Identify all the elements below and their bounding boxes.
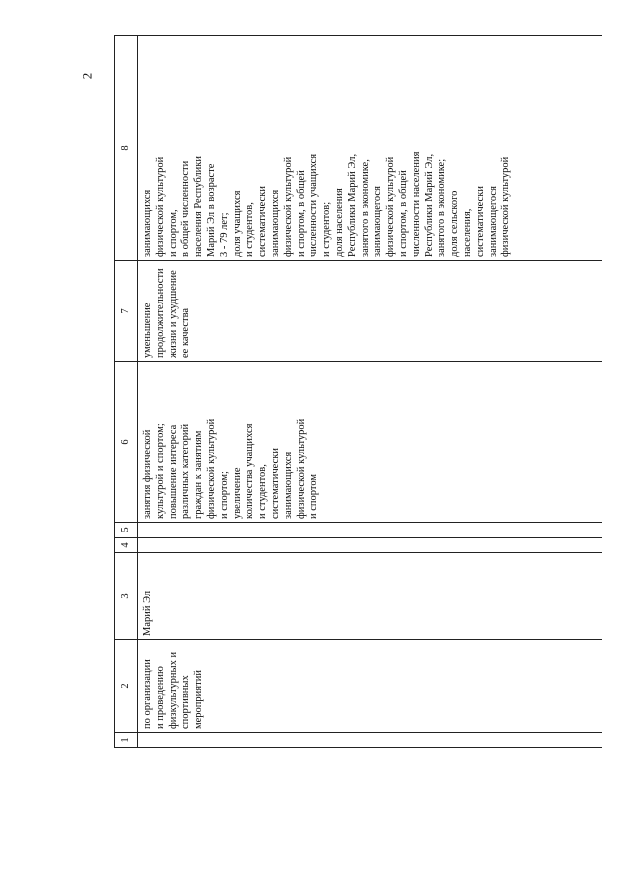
header-row <box>115 36 138 748</box>
cell-text-line: доля населения <box>333 188 345 257</box>
cell-text-line: занимающихся <box>282 451 294 519</box>
cell-col6 <box>138 362 603 523</box>
cell-text-line: повышение интереса <box>167 424 179 519</box>
cell-text-line: уменьшение <box>142 302 153 358</box>
cell-text-line: и спортом, <box>167 209 179 257</box>
cell-col7 <box>138 261 603 362</box>
cell-text-line: занимающихся <box>142 189 153 257</box>
header-cell-2: 2 <box>115 640 138 733</box>
cell-text-line: по организации <box>142 659 153 729</box>
cell-text-line: Республики Марий Эл, <box>423 153 435 257</box>
cell-text-line: и спортом; <box>218 471 230 519</box>
cell-text-line: и студентов; <box>321 201 333 257</box>
cell-text-line: доля сельского <box>449 190 461 257</box>
header-cell-8: 8 <box>115 36 138 261</box>
cell-text-line: граждан к занятиям <box>193 430 205 519</box>
cell-text-line: численности учащихся <box>308 153 320 257</box>
header-cell-4: 4 <box>115 538 138 553</box>
cell-text-line: 3 - 79 лет; <box>218 212 230 257</box>
cell-text-line: доля учащихся <box>231 190 243 257</box>
cell-col3 <box>138 553 603 640</box>
cell-text-line: численности населения <box>410 151 422 257</box>
cell-text-line: физической культурой <box>500 156 512 257</box>
cell-text-line: физкультурных и <box>167 651 179 729</box>
cell-text-line: и студентов, <box>257 464 269 519</box>
header-cell-5: 5 <box>115 523 138 538</box>
cell-text-line: мероприятий <box>193 670 205 729</box>
cell-text-line: занимающегося <box>372 186 384 257</box>
program-table <box>114 35 602 748</box>
page-number: 2 <box>79 72 95 80</box>
cell-text-line: систематически <box>269 448 281 519</box>
cell-text-line: населения Республики <box>193 156 205 257</box>
cell-text-line: физической культурой <box>205 418 217 519</box>
cell-text-line: и проведению <box>154 666 166 729</box>
header-cell-1: 1 <box>115 733 138 748</box>
header-cell-6: 6 <box>115 362 138 523</box>
cell-text-line: жизни и ухудшение <box>167 270 179 358</box>
cell-text-line: количества учащихся <box>244 423 256 519</box>
cell-text-line: спортивных <box>180 675 192 729</box>
cell-text-line: занимающихся <box>269 189 281 257</box>
cell-text-line: занятого в экономике; <box>436 158 448 257</box>
cell-text-line: и спортом <box>308 473 320 519</box>
cell-text-line: занятого в экономике, <box>359 159 371 257</box>
rotated-table-area <box>114 44 614 748</box>
cell-text-line: культурой и спортом; <box>154 423 166 519</box>
cell-text-line: продолжительности <box>154 268 166 358</box>
cell-col5 <box>138 523 603 538</box>
cell-text-line: систематически <box>257 186 269 257</box>
cell-text-line: физической культурой <box>385 156 397 257</box>
cell-text-line: Республики Марий Эл, <box>346 153 358 257</box>
cell-text-line: различных категорий <box>180 423 192 519</box>
cell-col1 <box>138 733 603 748</box>
cell-text-line: физической культурой <box>282 156 294 257</box>
cell-text-line: физической культурой <box>295 418 307 519</box>
cell-text-line: Марий Эл <box>142 590 153 636</box>
cell-text-line: ее качества <box>180 307 192 358</box>
cell-text-line: физической культурой <box>154 156 166 257</box>
cell-text-line: и спортом, в общей <box>397 170 409 257</box>
header-cell-3: 3 <box>115 553 138 640</box>
cell-col2 <box>138 640 603 733</box>
cell-text-line: Марий Эл в возрасте <box>205 163 217 257</box>
cell-text-line: увеличение <box>231 467 243 519</box>
table-row <box>138 36 603 748</box>
cell-text-line: занятия физической <box>142 429 153 519</box>
cell-text-line: систематически <box>474 186 486 257</box>
cell-text-line: и спортом, в общей <box>295 170 307 257</box>
cell-col4 <box>138 538 603 553</box>
header-cell-7: 7 <box>115 261 138 362</box>
cell-text-line: населения, <box>461 208 473 257</box>
cell-text-line: занимающегося <box>487 186 499 257</box>
cell-col8 <box>138 36 603 261</box>
cell-text-line: и студентов, <box>244 202 256 257</box>
cell-text-line: в общей численности <box>180 160 192 257</box>
